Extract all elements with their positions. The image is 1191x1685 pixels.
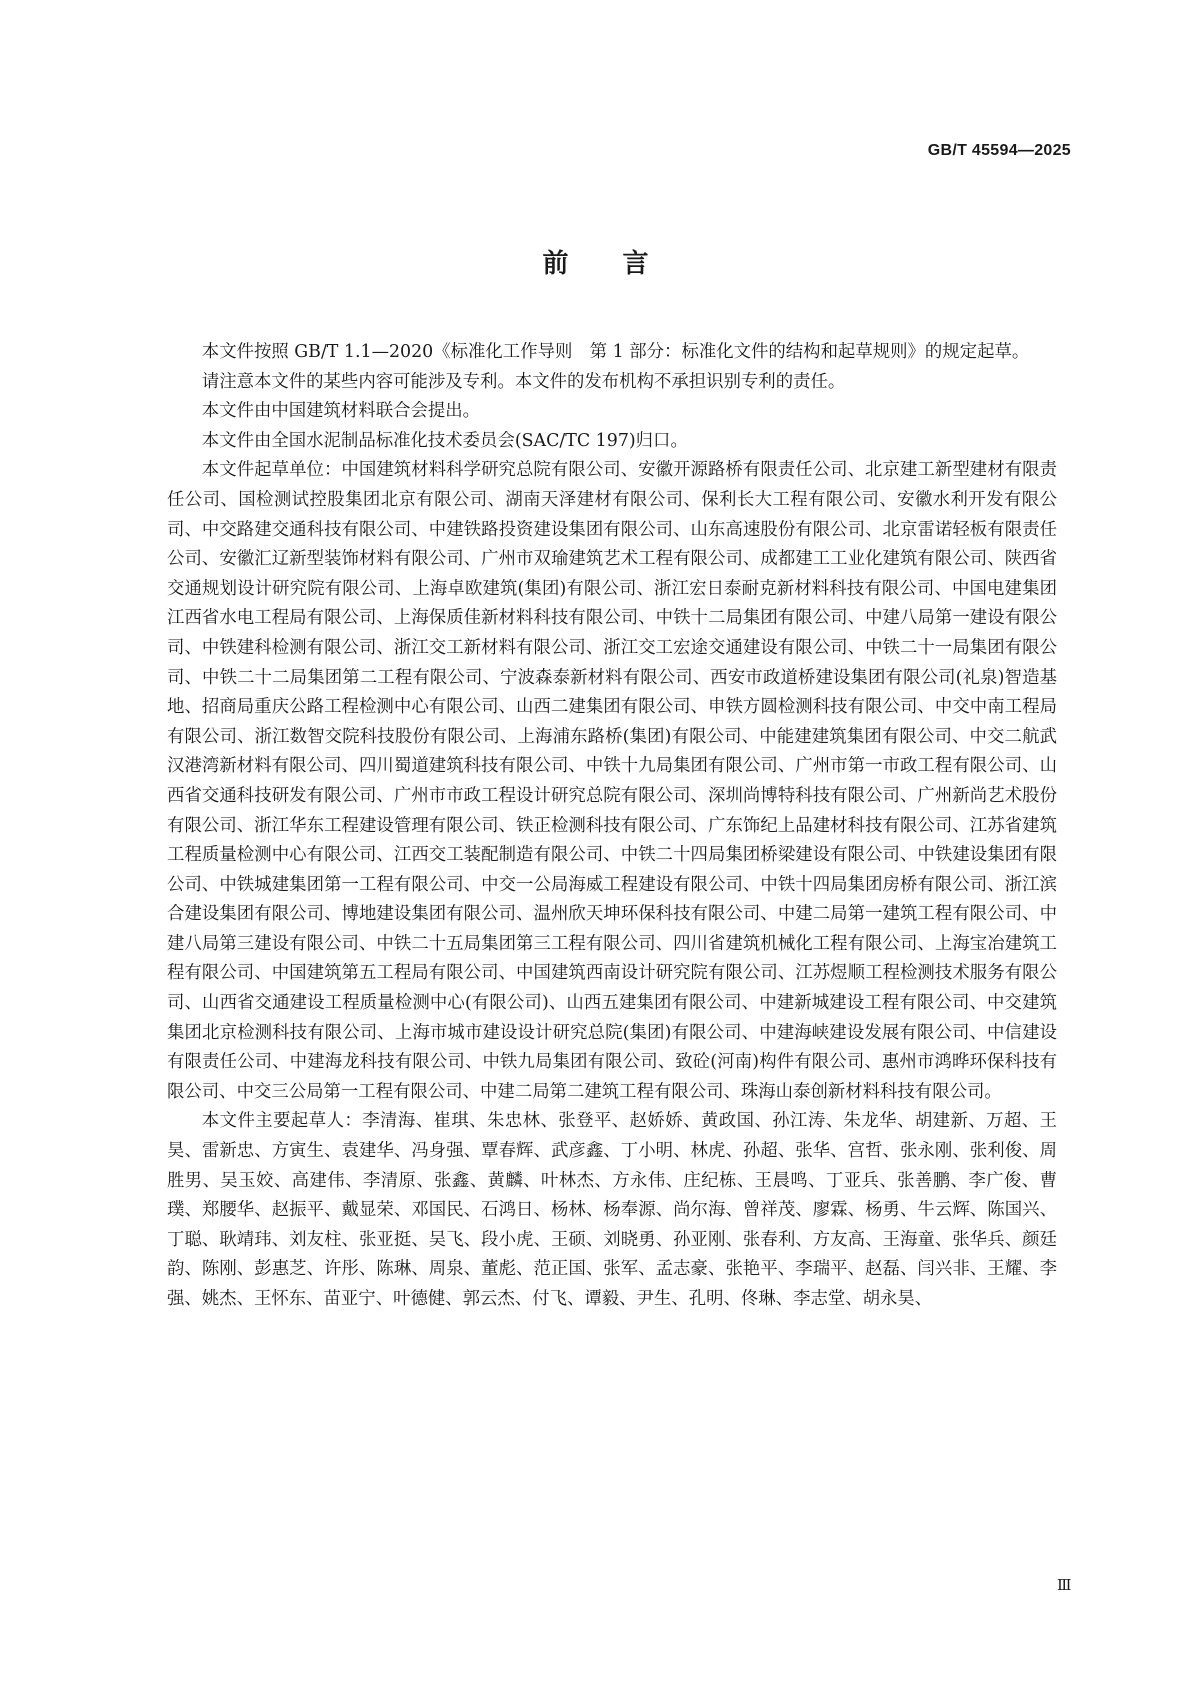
paragraph-patent-notice: 请注意本文件的某些内容可能涉及专利。本文件的发布机构不承担识别专利的责任。 <box>201 371 846 392</box>
body-text <box>167 338 1057 1315</box>
paragraph-drafting-rules: 本文件按照 GB/T 1.1—2020《标准化工作导则 第 1 部分：标准化文件的结构和起草规则》的规定起草。 <box>201 342 1030 362</box>
paragraph-administered-by: 本文件由全国水泥制品标准化技术委员会(SAC/TC 197)归口。 <box>201 430 688 451</box>
paragraph-proposed-by: 本文件由中国建筑材料联合会提出。 <box>201 401 481 422</box>
paragraph-main-drafters: 本文件主要起草人：李清海、崔琪、朱忠林、张登平、赵娇娇、黄政国、孙江涛、朱龙华、胡建新、万超、王昊、雷新忠、方寅生、袁建华、冯身强、覃春辉、武彦鑫、丁小明、林虎、孙超、张华、宫哲、张永刚、张利俊、周胜男、吴玉姣、高建伟、李清原、张鑫、黄麟、叶林杰、方永伟、庄纪栋、王晨鸣、丁亚兵、张善鹏、李广俊、曹璞、郑腰华、赵振平、戴显荣、邓国民、石鸿日、杨林、杨奉源、尚尔海、曾祥茂、廖霖、杨勇、牛云辉、陈国兴、丁聪、耿靖玮、刘友柱、张亚挺、吴飞、段小虎、王硕、刘晓勇、孙亚刚、张春利、方友高、王海童、张华兵、颜廷韵、陈刚、彭惠芝、许彤、陈琳、周泉、董彪、范正国、张军、孟志豪、张艳平、李瑞平、赵磊、闫兴非、王耀、李强、姚杰、王怀东、苗亚宁、叶德健、郭云杰、付飞、谭毅、尹生、孔明、佟琳、李志堂、胡永昊、 <box>167 1111 1057 1309</box>
paragraph-drafting-organizations: 本文件起草单位：中国建筑材料科学研究总院有限公司、安徽开源路桥有限责任公司、北京建工新型建材有限责任公司、国检测试控股集团北京有限公司、湖南天泽建材有限公司、保利长大工程有限公司、安徽水利开发有限公司、中交路建交通科技有限公司、中建铁路投资建设集团有限公司、山东高速股份有限公司、北京雷诺轻板有限责任公司、安徽汇辽新型装饰材料有限公司、广州市双瑜建筑艺术工程有限公司、成都建工工业化建筑有限公司、陕西省交通规划设计研究院有限公司、上海卓欧建筑(集团)有限公司、浙江宏日泰耐克新材料科技有限公司、中国电建集团江西省水电工程局有限公司、上海保质佳新材料科技有限公司、中铁十二局集团有限公司、中建八局第一建设有限公司、中铁建科检测有限公司、浙江交工新材料有限公司、浙江交工宏途交通建设有限公司、中铁二十一局集团有限公司、中铁二十二局集团第二工程有限公司、宁波森泰新材料有限公司、西安市政道桥建设集团有限公司(礼泉)智造基地、招商局重庆公路工程检测中心有限公司、山西二建集团有限公司、申铁方圆检测科技有限公司、中交中南工程局有限公司、浙江数智交院科技股份有限公司、上海浦东路桥(集团)有限公司、中能建建筑集团有限公司、中交二航武汉港湾新材料有限公司、四川蜀道建筑科技有限公司、中铁十九局集团有限公司、广州市第一市政工程有限公司、山西省交通科技研发有限公司、广州市市政工程设计研究总院有限公司、深圳尚博特科技有限公司、广州新尚艺术股份有限公司、浙江华东工程建设管理有限公司、铁正检测科技有限公司、广东饰纪上品建材科技有限公司、江苏省建筑工程质量检测中心有限公司、江西交工装配制造有限公司、中铁二十四局集团桥梁建设有限公司、中铁建设集团有限公司、中铁城建集团第一工程有限公司、中交一公局海威工程建设有限公司、中铁十四局集团房桥有限公司、浙江滨合建设集团有限公司、博地建设集团有限公司、温州欣天坤环保科技有限公司、中建二局第一建筑工程有限公司、中建八局第三建设有限公司、中铁二十五局集团第三工程有限公司、四川省建筑机械化工程有限公司、上海宝冶建筑工程有限公司、中国建筑第五工程局有限公司、中国建筑西南设计研究院有限公司、江苏煜顺工程检测技术服务有限公司、山西省交通建设工程质量检测中心(有限公司)、山西五建集团有限公司、中建新城建设工程有限公司、中交建筑集团北京检测科技有限公司、上海市城市建设设计研究总院(集团)有限公司、中建海峡建设发展有限公司、中信建设有限责任公司、中建海龙科技有限公司、中铁九局集团有限公司、致砼(河南)构件有限公司、惠州市鸿晔环保科技有限公司、中交三公局第一工程有限公司、中建二局第二建筑工程有限公司、珠海山泰创新材料科技有限公司。 <box>167 460 1057 1102</box>
page-number: Ⅲ <box>1057 1576 1071 1594</box>
page-title: 前言 <box>542 249 703 279</box>
standard-number: GB/T 45594—2025 <box>927 142 1071 159</box>
